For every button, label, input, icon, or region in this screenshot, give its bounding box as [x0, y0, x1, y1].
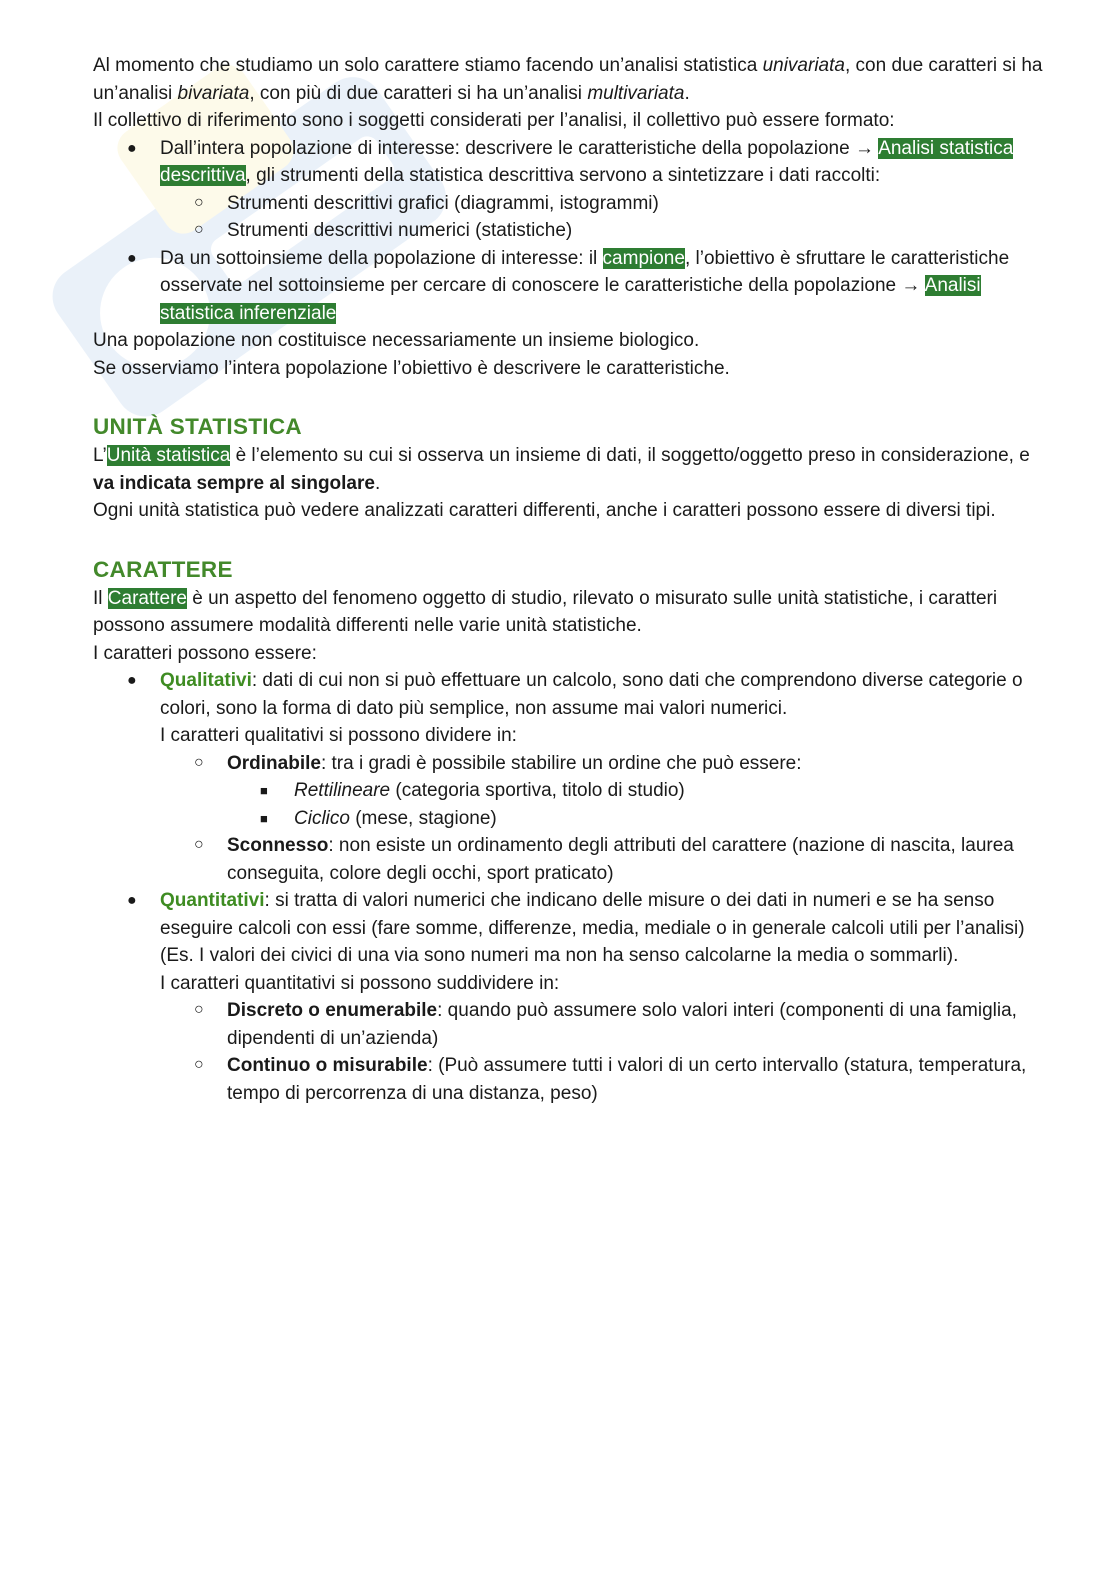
bullet-circle-icon: ○	[194, 836, 204, 853]
list-item: ● Quantitativi: si tratta di valori numerici che indicano delle misure o dei dati in numeri e se ha senso eseguire calcoli con essi (fare somme, differenze, media, mediale o in generale calcoli utili per l’analisi) (Es. I valori dei civici di una via sono numeri ma non ha senso calcolarne la media o sommarli).	[93, 887, 1043, 970]
highlight-campione: campione	[602, 247, 685, 269]
bullet-circle-icon: ○	[194, 753, 204, 771]
bullet-disc-icon: ●	[127, 672, 137, 689]
list-item: ○ Strumenti descrittivi numerici (statistiche)	[93, 217, 1043, 245]
list-item: ○ Continuo o misurabile: (Può assumere tutti i valori di un certo intervallo (statura, temperatura, tempo di percorrenza di una distanza, peso)	[93, 1052, 1043, 1107]
unita-paragraph-1: L’Unità statistica è l’elemento su cui si osserva un insieme di dati, il soggetto/oggetto preso in considerazione, e va indicata sempre al singolare.	[93, 445, 1030, 494]
highlight-analisi-descrittiva: Analisi statistica descrittiva	[160, 137, 1014, 186]
carattere-paragraph-1: Il Carattere è un aspetto del fenomeno oggetto di studio, rilevato o misurato sulle unità statistiche, i caratteri possono assumere modalità differenti nelle varie unità statistiche.	[93, 587, 998, 636]
intro-paragraph-1: Al momento che studiamo un solo carattere stiamo facendo un’analisi statistica univariata, con due caratteri si ha un’analisi bivariata, con più di due caratteri si ha un’analisi multivariata.	[93, 55, 1043, 104]
bullet-circle-icon: ○	[194, 193, 204, 211]
list-item: I caratteri quantitativi si possono suddividere in:	[160, 972, 560, 994]
intro-paragraph-3: Una popolazione non costituisce necessariamente un insieme biologico.	[93, 330, 700, 351]
list-item: ● Da un sottoinsieme della popolazione di interesse: il campione, l’obiettivo è sfruttare le caratteristiche osservate nel sottoinsieme per cercare di conoscere le caratteristiche della popolazione → Analisi statistica inferenziale	[93, 245, 1043, 328]
intro-list	[93, 135, 1043, 328]
carattere-list	[93, 667, 1043, 1107]
bullet-disc-icon: ●	[127, 139, 137, 157]
highlight-analisi-inferenziale: Analisi statistica inferenziale	[160, 275, 981, 324]
bullet-square-icon: ■	[260, 783, 268, 798]
highlight-carattere: Carattere	[107, 587, 187, 609]
document-content	[93, 52, 1043, 1107]
highlight-unita-statistica: Unità statistica	[106, 445, 231, 466]
heading-carattere: CARATTERE	[93, 556, 233, 582]
list-item: ○ Strumenti descrittivi grafici (diagrammi, istogrammi)	[93, 190, 1043, 218]
list-item: ■ Ciclico (mese, stagione)	[93, 805, 1043, 833]
bullet-circle-icon: ○	[194, 1056, 204, 1073]
heading-unita-statistica: UNITÀ STATISTICA	[93, 414, 302, 439]
bullet-square-icon: ■	[260, 810, 268, 826]
list-item: ■ Rettilineare (categoria sportiva, titolo di studio)	[93, 777, 1043, 805]
list-item: ○ Sconnesso: non esiste un ordinamento degli attributi del carattere (nazione di nascita, laurea conseguita, colore degli occhi, sport praticato)	[93, 832, 1043, 887]
list-item: ○ Ordinabile: tra i gradi è possibile stabilire un ordine che può essere:	[93, 750, 1043, 778]
list-item: I caratteri qualitativi si possono dividere in:	[160, 725, 517, 746]
bullet-disc-icon: ●	[127, 892, 137, 909]
carattere-paragraph-2: I caratteri possono essere:	[93, 642, 317, 664]
bullet-disc-icon: ●	[127, 249, 137, 267]
list-item: ○ Discreto o enumerabile: quando può assumere solo valori interi (componenti di una famiglia, dipendenti di un’azienda)	[93, 997, 1043, 1052]
list-item: ● Qualitativi: dati di cui non si può effettuare un calcolo, sono dati che comprendono diverse categorie o colori, sono la forma di dato più semplice, non assume mai valori numerici.	[93, 667, 1043, 722]
bullet-circle-icon: ○	[194, 1001, 204, 1018]
bullet-circle-icon: ○	[194, 221, 204, 238]
unita-paragraph-2: Ogni unità statistica può vedere analizzati caratteri differenti, anche i caratteri possono essere di diversi tipi.	[93, 500, 996, 521]
intro-paragraph-2: Il collettivo di riferimento sono i soggetti considerati per l’analisi, il collettivo può essere formato:	[93, 110, 895, 131]
list-item: ● Dall’intera popolazione di interesse: descrivere le caratteristiche della popolazione → Analisi statistica descrittiva, gli strumenti della statistica descrittiva servono a sintetizzare i dati raccolti:	[93, 135, 1043, 190]
intro-paragraph-4: Se osserviamo l’intera popolazione l’obiettivo è descrivere le caratteristiche.	[93, 357, 730, 379]
